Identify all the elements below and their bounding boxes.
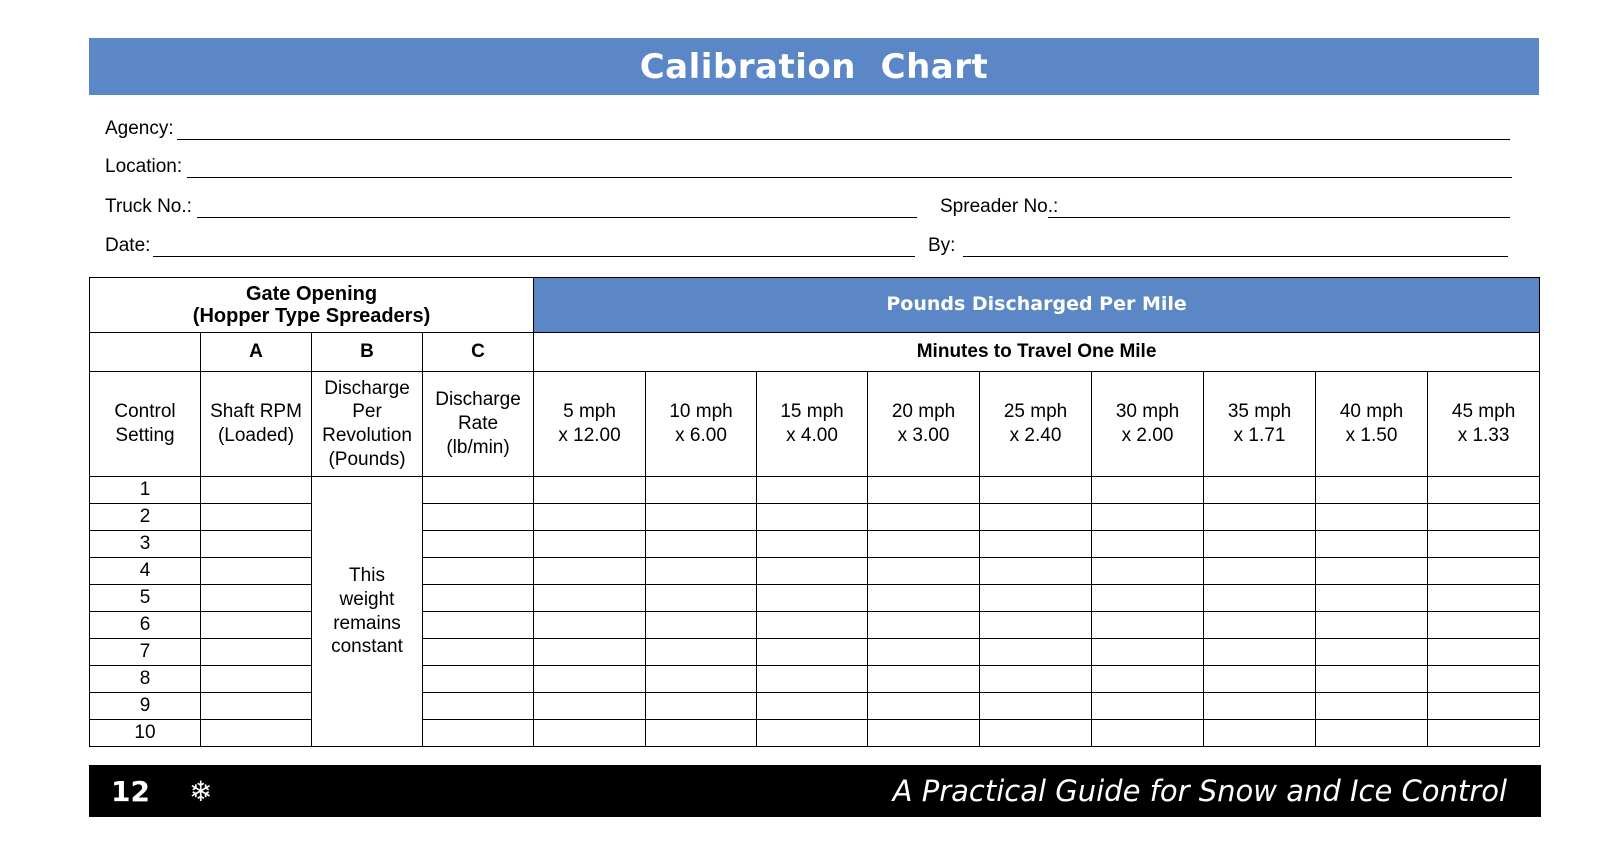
speed-mph: 15 mph xyxy=(780,401,844,423)
date-label: Date: xyxy=(105,235,151,256)
entry-cell[interactable] xyxy=(868,666,980,693)
speed-multiplier: x 1.50 xyxy=(1345,425,1398,446)
speed-multiplier: x 12.00 xyxy=(558,425,621,446)
control-setting-cell: 8 xyxy=(90,666,201,693)
entry-cell[interactable] xyxy=(757,720,868,747)
table-row xyxy=(90,558,1540,585)
entry-cell[interactable] xyxy=(868,693,980,720)
speed-header xyxy=(1092,372,1204,477)
entry-cell[interactable] xyxy=(646,612,757,639)
entry-cell[interactable] xyxy=(980,531,1092,558)
speed-header xyxy=(1204,372,1316,477)
control-setting-cell: 1 xyxy=(90,477,201,504)
entry-cell[interactable] xyxy=(1428,585,1540,612)
entry-cell[interactable] xyxy=(757,612,868,639)
table-row xyxy=(90,531,1540,558)
speed-header xyxy=(1316,372,1428,477)
entry-cell[interactable] xyxy=(423,558,534,585)
control-setting-cell: 2 xyxy=(90,504,201,531)
page-number: 12 xyxy=(111,774,150,808)
guide-title: A Practical Guide for Snow and Ice Control xyxy=(892,774,1507,808)
speed-mph: 45 mph xyxy=(1451,401,1516,423)
entry-cell[interactable] xyxy=(868,585,980,612)
entry-cell[interactable] xyxy=(1316,612,1428,639)
entry-cell[interactable] xyxy=(980,693,1092,720)
agency-label: Agency: xyxy=(105,118,174,139)
entry-cell[interactable] xyxy=(1428,477,1540,504)
entry-cell[interactable] xyxy=(423,612,534,639)
entry-cell[interactable] xyxy=(646,720,757,747)
entry-cell[interactable] xyxy=(1092,585,1204,612)
entry-cell[interactable] xyxy=(201,720,312,747)
by-field[interactable] xyxy=(928,235,1508,257)
entry-cell[interactable] xyxy=(534,693,646,720)
control-setting-cell: 3 xyxy=(90,531,201,558)
entry-cell[interactable] xyxy=(1092,612,1204,639)
entry-cell[interactable] xyxy=(201,558,312,585)
gate-opening-line2: (Hopper Type Spreaders) xyxy=(192,305,431,327)
spreader-label: Spreader No.: xyxy=(940,196,1059,217)
entry-cell[interactable] xyxy=(201,531,312,558)
shaft-rpm-line: Shaft RPM xyxy=(210,401,302,423)
speed-mph: 25 mph xyxy=(1003,401,1068,423)
entry-cell[interactable] xyxy=(757,693,868,720)
discharge-per-rev-line: Per xyxy=(352,401,382,423)
entry-cell[interactable] xyxy=(1204,693,1316,720)
by-line[interactable] xyxy=(963,256,1508,257)
discharge-rate-line: Discharge xyxy=(435,389,521,411)
entry-cell[interactable] xyxy=(423,693,534,720)
entry-cell[interactable] xyxy=(1316,558,1428,585)
speed-mph: 5 mph xyxy=(563,401,616,423)
control-setting-line: Control xyxy=(114,401,176,423)
location-label: Location: xyxy=(105,156,183,177)
truck-field[interactable] xyxy=(105,196,917,218)
gate-opening-line1: Gate Opening xyxy=(245,283,378,305)
entry-cell[interactable] xyxy=(1428,666,1540,693)
table-row xyxy=(90,693,1540,720)
entry-cell[interactable] xyxy=(868,612,980,639)
entry-cell[interactable] xyxy=(868,504,980,531)
entry-cell[interactable] xyxy=(757,504,868,531)
entry-cell[interactable] xyxy=(1316,477,1428,504)
speed-header xyxy=(646,372,757,477)
entry-cell[interactable] xyxy=(980,585,1092,612)
col-a-header: A xyxy=(201,333,312,372)
entry-cell[interactable] xyxy=(201,693,312,720)
control-setting-header xyxy=(90,372,201,477)
speed-mph: 35 mph xyxy=(1227,401,1292,423)
control-setting-cell: 6 xyxy=(90,612,201,639)
speed-multiplier: x 6.00 xyxy=(675,425,727,446)
entry-cell[interactable] xyxy=(1316,720,1428,747)
entry-cell[interactable] xyxy=(534,666,646,693)
speed-multiplier: x 1.33 xyxy=(1457,425,1510,446)
entry-cell[interactable] xyxy=(980,558,1092,585)
speed-multiplier: x 4.00 xyxy=(786,425,838,446)
entry-cell[interactable] xyxy=(1204,666,1316,693)
entry-cell[interactable] xyxy=(646,639,757,666)
speed-multiplier: x 3.00 xyxy=(897,425,950,446)
entry-cell[interactable] xyxy=(646,585,757,612)
entry-cell[interactable] xyxy=(980,639,1092,666)
control-setting-cell: 10 xyxy=(90,720,201,747)
shaft-rpm-header xyxy=(201,372,312,477)
blank-header-cell xyxy=(90,333,201,372)
entry-cell[interactable] xyxy=(201,639,312,666)
location-line[interactable] xyxy=(187,177,1512,178)
speed-mph: 20 mph xyxy=(891,401,956,423)
col-b-header: B xyxy=(312,333,423,372)
page-footer xyxy=(89,765,1541,817)
entry-cell[interactable] xyxy=(757,477,868,504)
table-row xyxy=(90,720,1540,747)
entry-cell[interactable] xyxy=(423,504,534,531)
entry-cell[interactable] xyxy=(534,612,646,639)
entry-cell[interactable] xyxy=(1092,639,1204,666)
entry-cell[interactable] xyxy=(868,558,980,585)
entry-cell[interactable] xyxy=(1428,720,1540,747)
entry-cell[interactable] xyxy=(534,504,646,531)
entry-cell[interactable] xyxy=(980,666,1092,693)
speed-mph: 40 mph xyxy=(1339,401,1404,423)
entry-cell[interactable] xyxy=(646,531,757,558)
entry-cell[interactable] xyxy=(1092,531,1204,558)
entry-cell[interactable] xyxy=(980,477,1092,504)
entry-cell[interactable] xyxy=(1316,639,1428,666)
truck-line[interactable] xyxy=(197,217,917,218)
entry-cell[interactable] xyxy=(646,477,757,504)
entry-cell[interactable] xyxy=(1316,693,1428,720)
truck-label: Truck No.: xyxy=(105,196,192,217)
entry-cell[interactable] xyxy=(757,666,868,693)
entry-cell[interactable] xyxy=(757,639,868,666)
entry-cell[interactable] xyxy=(1204,558,1316,585)
minutes-to-travel-header: Minutes to Travel One Mile xyxy=(534,333,1540,372)
calibration-table xyxy=(89,277,1539,747)
entry-cell[interactable] xyxy=(980,720,1092,747)
entry-cell[interactable] xyxy=(1204,612,1316,639)
constant-note-line: remains xyxy=(333,612,401,634)
entry-cell[interactable] xyxy=(1428,504,1540,531)
entry-cell[interactable] xyxy=(201,504,312,531)
entry-cell[interactable] xyxy=(423,477,534,504)
snowflake-icon: ❄ xyxy=(189,775,213,807)
by-label: By: xyxy=(928,235,956,256)
constant-note-line: weight xyxy=(339,588,395,610)
entry-cell[interactable] xyxy=(1092,693,1204,720)
entry-cell[interactable] xyxy=(201,666,312,693)
entry-cell[interactable] xyxy=(534,720,646,747)
entry-cell[interactable] xyxy=(1092,720,1204,747)
constant-note-line: This xyxy=(349,565,385,586)
speed-mph: 30 mph xyxy=(1115,401,1180,423)
entry-cell[interactable] xyxy=(868,720,980,747)
entry-cell[interactable] xyxy=(1204,504,1316,531)
entry-cell[interactable] xyxy=(534,585,646,612)
entry-cell[interactable] xyxy=(1092,666,1204,693)
entry-cell[interactable] xyxy=(1428,639,1540,666)
discharge-rate-line: (lb/min) xyxy=(446,436,510,458)
entry-cell[interactable] xyxy=(534,477,646,504)
speed-multiplier: x 2.00 xyxy=(1121,425,1174,446)
speed-multiplier: x 2.40 xyxy=(1009,425,1062,446)
entry-cell[interactable] xyxy=(201,477,312,504)
control-setting-cell: 5 xyxy=(90,585,201,612)
entry-cell[interactable] xyxy=(1092,477,1204,504)
entry-cell[interactable] xyxy=(534,558,646,585)
entry-cell[interactable] xyxy=(1092,558,1204,585)
entry-cell[interactable] xyxy=(646,504,757,531)
location-field[interactable] xyxy=(105,156,1512,178)
entry-cell[interactable] xyxy=(757,558,868,585)
column-description-row xyxy=(90,372,1540,477)
speed-header xyxy=(1428,372,1540,477)
date-field[interactable] xyxy=(105,235,915,257)
entry-cell[interactable] xyxy=(423,585,534,612)
page-title-banner xyxy=(89,38,1539,95)
discharge-rate-header xyxy=(423,372,534,477)
entry-cell[interactable] xyxy=(646,558,757,585)
agency-line[interactable] xyxy=(177,139,1510,140)
entry-cell[interactable] xyxy=(201,585,312,612)
page-title: Calibration Chart xyxy=(639,46,989,87)
discharge-rate-line: Rate xyxy=(457,413,499,435)
entry-cell[interactable] xyxy=(1316,504,1428,531)
speed-multiplier: x 1.71 xyxy=(1233,425,1286,446)
entry-cell[interactable] xyxy=(534,639,646,666)
control-setting-cell: 4 xyxy=(90,558,201,585)
entry-cell[interactable] xyxy=(423,639,534,666)
entry-cell[interactable] xyxy=(1316,531,1428,558)
constant-weight-note xyxy=(312,477,423,747)
discharge-per-rev-line: (Pounds) xyxy=(328,448,406,470)
table-row xyxy=(90,666,1540,693)
speed-header xyxy=(868,372,980,477)
entry-cell[interactable] xyxy=(1428,612,1540,639)
control-setting-cell: 9 xyxy=(90,693,201,720)
date-line[interactable] xyxy=(153,256,915,257)
shaft-rpm-line: (Loaded) xyxy=(217,425,295,446)
entry-cell[interactable] xyxy=(980,612,1092,639)
control-setting-cell: 7 xyxy=(90,639,201,666)
entry-cell[interactable] xyxy=(1204,720,1316,747)
entry-cell[interactable] xyxy=(1204,585,1316,612)
entry-cell[interactable] xyxy=(201,612,312,639)
discharge-per-revolution-header xyxy=(312,372,423,477)
entry-cell[interactable] xyxy=(757,531,868,558)
entry-cell[interactable] xyxy=(1204,477,1316,504)
entry-cell[interactable] xyxy=(980,504,1092,531)
pounds-discharged-header: Pounds Discharged Per Mile xyxy=(534,278,1540,333)
entry-cell[interactable] xyxy=(1316,666,1428,693)
entry-cell[interactable] xyxy=(646,666,757,693)
entry-cell[interactable] xyxy=(1204,531,1316,558)
entry-cell[interactable] xyxy=(1428,531,1540,558)
speed-header xyxy=(757,372,868,477)
spreader-field[interactable] xyxy=(940,196,1510,218)
gate-opening-header xyxy=(90,278,534,333)
table-row xyxy=(90,639,1540,666)
speed-header xyxy=(534,372,646,477)
table-row xyxy=(90,585,1540,612)
entry-cell[interactable] xyxy=(757,585,868,612)
col-c-header: C xyxy=(423,333,534,372)
speed-header xyxy=(980,372,1092,477)
entry-cell[interactable] xyxy=(423,666,534,693)
agency-field[interactable] xyxy=(105,118,1510,140)
discharge-per-rev-line: Discharge xyxy=(324,377,410,399)
constant-note-line: constant xyxy=(331,636,403,658)
entry-cell[interactable] xyxy=(1092,504,1204,531)
entry-cell[interactable] xyxy=(534,531,646,558)
table-row xyxy=(90,504,1540,531)
entry-cell[interactable] xyxy=(423,531,534,558)
entry-cell[interactable] xyxy=(1428,693,1540,720)
spreader-line[interactable] xyxy=(1048,217,1510,218)
entry-cell[interactable] xyxy=(423,720,534,747)
column-letter-row xyxy=(90,333,1540,372)
entry-cell[interactable] xyxy=(1316,585,1428,612)
speed-mph: 10 mph xyxy=(669,401,733,423)
entry-cell[interactable] xyxy=(868,477,980,504)
table-title-row xyxy=(90,278,1540,333)
entry-cell[interactable] xyxy=(1204,639,1316,666)
table-row xyxy=(90,612,1540,639)
control-setting-line: Setting xyxy=(115,425,175,446)
table-row xyxy=(90,477,1540,504)
entry-cell[interactable] xyxy=(1428,558,1540,585)
entry-cell[interactable] xyxy=(868,639,980,666)
entry-cell[interactable] xyxy=(868,531,980,558)
discharge-per-rev-line: Revolution xyxy=(322,425,412,446)
entry-cell[interactable] xyxy=(646,693,757,720)
